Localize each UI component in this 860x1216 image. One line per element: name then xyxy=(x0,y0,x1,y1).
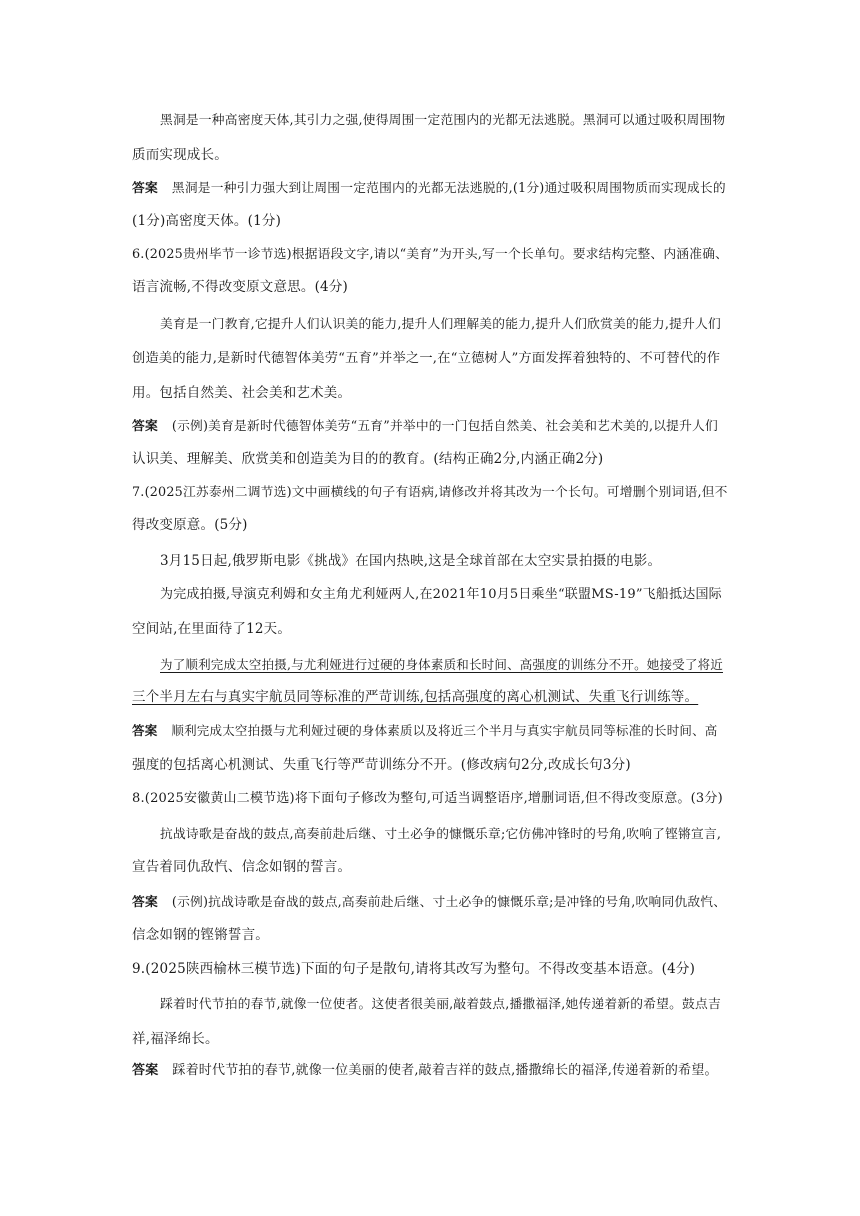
question-7-passage: 空间站,在里面待了12天。 xyxy=(132,621,292,637)
answer-label: 答案 xyxy=(132,1063,159,1078)
answer-line xyxy=(132,180,726,198)
question-8-prompt: 8.(2025安徽黄山二模节选)将下面句子修改为整句,可适当调整语序,增删词语,但不得改变原意。(3分) xyxy=(132,791,723,806)
answer-text: (1分)高密度天体。(1分) xyxy=(132,213,282,229)
passage-text: 质而实现成长。 xyxy=(132,147,228,163)
answer-line xyxy=(132,1062,718,1080)
question-8-passage: 宣告着同仇敌忾、信念如钢的誓言。 xyxy=(132,859,352,875)
answer-label: 答案 xyxy=(132,723,158,738)
question-9-passage: 祥,福泽绵长。 xyxy=(132,1031,219,1047)
answer-label: 答案 xyxy=(132,419,158,434)
passage-text: 黑洞是一种高密度天体,其引力之强,使得周围一定范围内的光都无法逃脱。黑洞可以通过吸积周围物 xyxy=(160,113,726,128)
question-6-prompt: 6.(2025贵州毕节一诊节选)根据语段文字,请以“美育”为开头,写一个长单句。要求结构完整、内涵准确、 xyxy=(132,247,729,262)
answer-text: (示例)美育是新时代德智体美劳“五育”并举中的一门包括自然美、社会美和艺术美的,以提升人们 xyxy=(171,419,718,434)
question-8-passage: 抗战诗歌是奋战的鼓点,高奏前赴后继、寸土必争的慷慨乐章;它仿佛冲锋时的号角,吹响了铿锵宣言, xyxy=(160,827,722,842)
question-9-prompt: 9.(2025陕西榆林三模节选)下面的句子是散句,请将其改写为整句。不得改变基本语意。(4分) xyxy=(132,961,696,977)
question-9-passage: 踩着时代节拍的春节,就像一位使者。这使者很美丽,敲着鼓点,播撒福泽,她传递着新的希望。鼓点吉 xyxy=(160,997,721,1012)
answer-line xyxy=(132,722,718,740)
answer-text: (示例)抗战诗歌是奋战的鼓点,高奏前赴后继、寸土必争的慷慨乐章;是冲锋的号角,吹响同仇敌忾、 xyxy=(171,895,727,910)
answer-line xyxy=(132,894,726,912)
underlined-sentence: 三个半月左右与真实宇航员同等标准的严苛训练,包括高强度的离心机测试、失重飞行训练等。 xyxy=(132,689,699,705)
answer-label: 答案 xyxy=(132,895,158,910)
answer-text: 强度的包括离心机测试、失重飞行等严苛训练分不开。(修改病句2分,改成长句3分) xyxy=(132,757,631,773)
question-7-prompt: 得改变原意。(5分) xyxy=(132,517,248,533)
answer-label: 答案 xyxy=(132,181,158,196)
question-7-passage: 3月15日起,俄罗斯电影《挑战》在国内热映,这是全球首部在太空实景拍摄的电影。 xyxy=(160,553,662,569)
question-6-prompt: 语言流畅,不得改变原文意思。(4分) xyxy=(132,279,349,295)
answer-text: 顺利完成太空拍摄与尤利娅过硬的身体素质以及将近三个半月与真实宇航员同等标准的长时间、高 xyxy=(171,723,718,738)
question-6-passage: 用。包括自然美、社会美和艺术美。 xyxy=(132,385,352,401)
answer-text: 认识美、理解美、欣赏美和创造美为目的的教育。(结构正确2分,内涵正确2分) xyxy=(132,451,604,467)
answer-text: 踩着时代节拍的春节,就像一位美丽的使者,敲着吉祥的鼓点,播撒绵长的福泽,传递着新的希望。 xyxy=(172,1063,718,1078)
question-7-prompt: 7.(2025江苏泰州二调节选)文中画横线的句子有语病,请修改并将其改为一个长句。可增删个别词语,但不 xyxy=(132,485,728,500)
question-6-passage: 创造美的能力,是新时代德智体美劳“五育”并举之一,在“立德树人”方面发挥着独特的、不可替代的作 xyxy=(132,351,721,366)
question-6-passage: 美育是一门教育,它提升人们认识美的能力,提升人们理解美的能力,提升人们欣赏美的能力,提升人们 xyxy=(160,317,721,332)
question-7-passage: 为完成拍摄,导演克利姆和女主角尤利娅两人,在2021年10月5日乘坐“联盟MS-19”飞船抵达国际 xyxy=(160,587,722,602)
answer-line xyxy=(132,418,718,436)
answer-text: 信念如钢的铿锵誓言。 xyxy=(132,927,269,943)
answer-text: 黑洞是一种引力强大到让周围一定范围内的光都无法逃脱的,(1分)通过吸积周围物质而实现成长的 xyxy=(171,181,726,196)
underlined-sentence: 为了顺利完成太空拍摄,与尤利娅进行过硬的身体素质和长时间、高强度的训练分不开。她接受了将近 xyxy=(160,657,723,672)
